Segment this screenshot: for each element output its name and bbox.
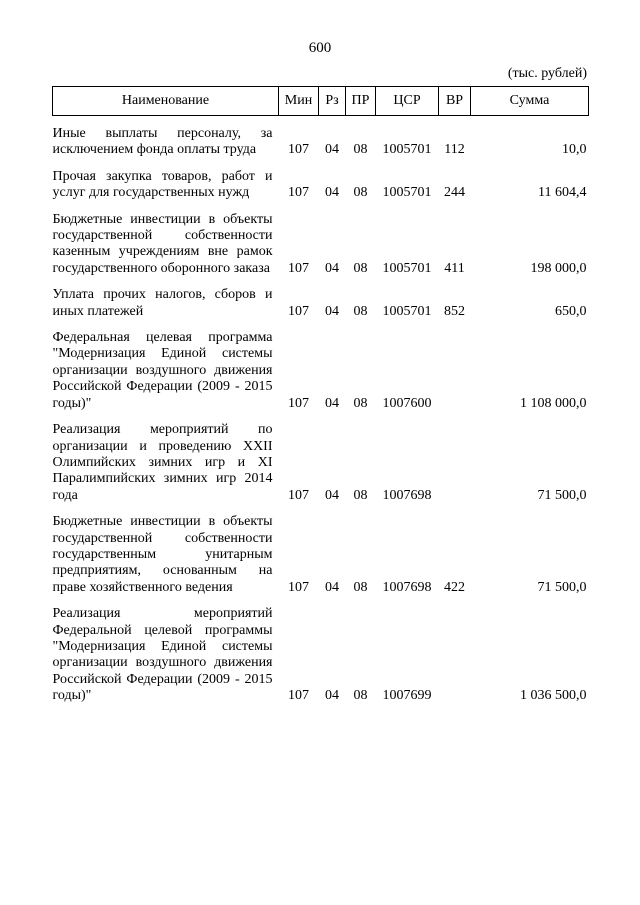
row-vr: 852 bbox=[444, 303, 465, 319]
header-csr: ЦСР bbox=[376, 87, 439, 116]
row-csr: 1007699 bbox=[382, 688, 432, 704]
table-row bbox=[53, 596, 589, 704]
row-vr: 422 bbox=[444, 579, 465, 595]
row-name: Бюджетные инвестиции в объекты государственной собственности казенным учреждениям вне рамок государственного оборонного заказа bbox=[52, 211, 273, 276]
row-min: 107 bbox=[288, 185, 309, 201]
row-sum: 198 000,0 bbox=[530, 260, 587, 276]
row-min: 107 bbox=[288, 260, 309, 276]
row-min: 107 bbox=[288, 487, 309, 503]
row-vr: 411 bbox=[444, 260, 465, 276]
row-sum: 1 036 500,0 bbox=[520, 688, 587, 704]
row-pr: 08 bbox=[353, 579, 368, 595]
row-name: Реализация мероприятий Федеральной целевой программы "Модернизация Единой системы организации воздушного движения Российской Федерации (2009 - 2015 годы)" bbox=[52, 606, 273, 704]
row-rz: 04 bbox=[325, 185, 339, 201]
row-csr: 1007600 bbox=[382, 395, 432, 411]
row-min: 107 bbox=[288, 688, 309, 704]
row-rz: 04 bbox=[325, 688, 339, 704]
table-row bbox=[53, 116, 589, 159]
row-vr: 112 bbox=[444, 142, 465, 158]
row-sum: 650,0 bbox=[555, 303, 587, 319]
row-sum: 71 500,0 bbox=[537, 487, 587, 503]
table-row bbox=[53, 277, 589, 320]
row-vr bbox=[439, 412, 471, 504]
row-name: Прочая закупка товаров, работ и услуг для государственных нужд bbox=[52, 168, 273, 201]
row-pr: 08 bbox=[353, 303, 368, 319]
row-csr: 1005701 bbox=[382, 185, 432, 201]
table-row bbox=[53, 159, 589, 202]
row-rz: 04 bbox=[325, 579, 339, 595]
row-pr: 08 bbox=[353, 260, 368, 276]
row-pr: 08 bbox=[353, 185, 368, 201]
row-rz: 04 bbox=[325, 487, 339, 503]
header-sum: Сумма bbox=[471, 87, 589, 116]
table-header-row bbox=[53, 87, 589, 116]
units-label: (тыс. рублей) bbox=[507, 66, 587, 81]
row-rz: 04 bbox=[325, 395, 339, 411]
row-name: Бюджетные инвестиции в объекты государственной собственности государственным унитарным предприятиям, основанным на праве хозяйственного ведения bbox=[52, 514, 273, 595]
row-vr: 244 bbox=[444, 185, 465, 201]
header-min: Мин bbox=[279, 87, 319, 116]
header-rz: Рз bbox=[319, 87, 346, 116]
row-name: Иные выплаты персоналу, за исключением фонда оплаты труда bbox=[52, 126, 273, 158]
row-sum: 10,0 bbox=[562, 142, 587, 158]
page-number: 600 bbox=[308, 40, 332, 56]
row-min: 107 bbox=[288, 579, 309, 595]
row-csr: 1007698 bbox=[382, 487, 432, 503]
row-vr bbox=[439, 320, 471, 412]
row-pr: 08 bbox=[353, 487, 368, 503]
row-rz: 04 bbox=[325, 303, 339, 319]
row-vr bbox=[439, 596, 471, 704]
row-pr: 08 bbox=[353, 395, 368, 411]
row-pr: 08 bbox=[353, 688, 368, 704]
table-row bbox=[53, 504, 589, 596]
row-rz: 04 bbox=[325, 142, 339, 158]
row-min: 107 bbox=[288, 395, 309, 411]
row-name: Уплата прочих налогов, сборов и иных платежей bbox=[52, 287, 273, 319]
row-csr: 1005701 bbox=[382, 142, 432, 158]
table-row bbox=[53, 320, 589, 412]
row-csr: 1005701 bbox=[382, 303, 432, 319]
row-sum: 11 604,4 bbox=[538, 185, 587, 201]
row-min: 107 bbox=[288, 303, 309, 319]
header-vr: ВР bbox=[439, 87, 471, 116]
row-sum: 1 108 000,0 bbox=[520, 395, 587, 411]
row-rz: 04 bbox=[325, 260, 339, 276]
row-pr: 08 bbox=[353, 142, 368, 158]
row-sum: 71 500,0 bbox=[537, 579, 587, 595]
header-pr: ПР bbox=[346, 87, 376, 116]
budget-table bbox=[52, 86, 589, 705]
row-name: Федеральная целевая программа "Модернизация Единой системы организации воздушного движения Российской Федерации (2009 - 2015 годы)" bbox=[52, 330, 273, 411]
row-csr: 1005701 bbox=[382, 260, 432, 276]
row-min: 107 bbox=[288, 142, 309, 158]
row-csr: 1007698 bbox=[382, 579, 432, 595]
row-name: Реализация мероприятий по организации и проведению XXII Олимпийских зимних игр и XI Паралимпийских зимних игр 2014 года bbox=[52, 422, 273, 503]
table-row bbox=[53, 412, 589, 504]
table-row bbox=[53, 202, 589, 278]
header-name: Наименование bbox=[53, 87, 279, 116]
